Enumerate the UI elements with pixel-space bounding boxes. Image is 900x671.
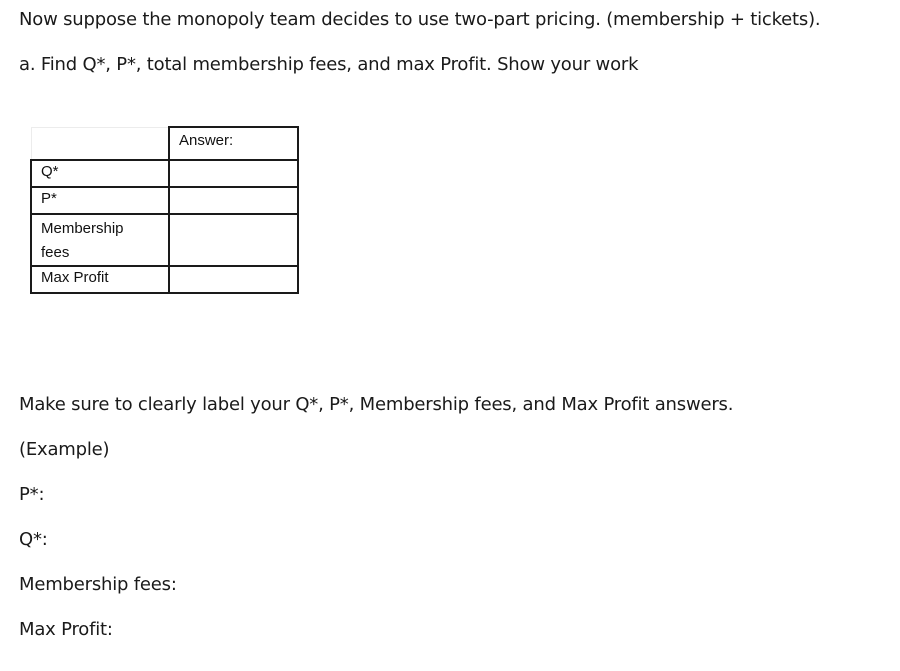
table-header-row [31,127,298,160]
row-label-max-profit: Max Profit [31,266,169,293]
row-label-q-star: Q* [31,160,169,187]
answer-table [30,126,299,294]
table-row-membership-fees [31,214,298,266]
table-header-empty-cell [31,127,169,160]
row-label-p-star: P* [31,187,169,214]
example-max-profit: Max Profit: [19,619,113,640]
answer-cell-membership-fees[interactable] [169,214,298,266]
example-p-star: P*: [19,484,45,505]
answer-cell-max-profit[interactable] [169,266,298,293]
table-row-q-star [31,160,298,187]
example-label: (Example) [19,439,110,460]
table-row-max-profit [31,266,298,293]
answer-cell-q-star[interactable] [169,160,298,187]
row-label-membership-fees: Membership fees [31,214,169,266]
table-row-p-star [31,187,298,214]
table-header-answer: Answer: [169,127,298,160]
instructions-text: Make sure to clearly label your Q*, P*, Membership fees, and Max Profit answers. [19,394,734,415]
answer-cell-p-star[interactable] [169,187,298,214]
question-intro: Now suppose the monopoly team decides to use two-part pricing. (membership + tickets). [19,9,821,30]
question-part-a: a. Find Q*, P*, total membership fees, and max Profit. Show your work [19,54,639,75]
example-membership-fees: Membership fees: [19,574,177,595]
example-q-star: Q*: [19,529,48,550]
